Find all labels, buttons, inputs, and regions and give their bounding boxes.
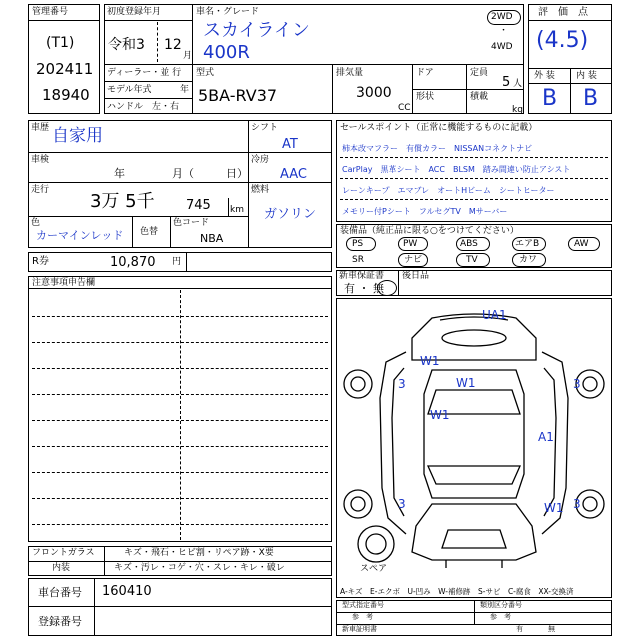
class-label: 類別区分番号: [480, 601, 522, 609]
mark-3-rl: 3: [398, 497, 406, 511]
equip-ps: PS: [352, 239, 364, 249]
disp-value: 3000: [356, 85, 392, 101]
usage-label: 車歴: [31, 123, 50, 133]
mark-3-rr: 3: [573, 497, 581, 511]
equip-tv: TV: [466, 255, 478, 265]
cap-unit: 人: [513, 79, 523, 89]
equip-leather: カワ: [519, 255, 538, 265]
inspect-year: 年: [114, 167, 125, 180]
inspect-label: 車検: [31, 155, 50, 165]
inspect-month: 月（: [172, 167, 194, 180]
mark-w1-b: W1: [456, 376, 476, 390]
fuel-label: 燃料: [251, 185, 270, 195]
damage-legend: A-キズ E-エクボ U-凹み W-補修跡 S-サビ C-腐食 XX-交換済: [340, 587, 574, 596]
reg-label: 初度登録年月: [107, 7, 162, 17]
mgmt-label: 管理番号: [32, 7, 69, 17]
reg-era: 令和3: [108, 37, 145, 53]
mileage-label: 走行: [31, 185, 50, 195]
model-year-label: モデル年式: [107, 85, 152, 95]
ac-value: AAC: [280, 167, 307, 182]
mark-3-fr: 3: [573, 377, 581, 391]
equip-pw: PW: [403, 239, 418, 249]
sales-line-4: メモリー付Pシート フルセグTV Mサーバー: [342, 207, 508, 216]
recycle-unit: 円: [172, 257, 182, 267]
interior-label: 内装: [52, 563, 71, 573]
disp-label: 排気量: [336, 68, 364, 78]
ref-label-2: 参 考: [490, 613, 511, 621]
int-grade: B: [583, 86, 599, 111]
grade: 400R: [203, 42, 250, 63]
type-label: 型式: [196, 68, 215, 78]
dealer-label: ディーラー・並 行: [107, 68, 182, 78]
type-value: 5BA-RV37: [198, 86, 278, 105]
int-label: 内 装: [576, 71, 597, 81]
sales-label: セールスポイント（正常に機能するものに記載）: [340, 123, 538, 133]
equip-navi: ナビ: [404, 255, 423, 265]
mgmt-line-3: 18940: [42, 86, 90, 104]
color-label: 色: [31, 218, 41, 228]
sales-line-3: レーンキープ エマブレ オートHビーム シートヒーター: [342, 186, 555, 195]
sales-line-2: CarPlay 黒革シート ACC BLSM 踏み間違い防止アシスト: [342, 165, 571, 174]
newcar-none: 無: [548, 625, 555, 633]
drive-2wd: 2WD: [491, 12, 513, 22]
car-name: スカイライン: [203, 20, 310, 41]
newcar-label: 新車証明書: [342, 625, 377, 633]
shape-label: 形状: [416, 92, 435, 102]
disp-unit: CC: [398, 103, 411, 113]
mgmt-line-1: (T1): [46, 35, 75, 51]
recycle-label: R券: [32, 256, 49, 267]
warranty-label: 新車保証書: [339, 271, 385, 281]
color-code-label: 色コード: [173, 218, 210, 228]
mileage-unit: km: [230, 205, 244, 215]
model-year-unit: 年: [180, 85, 190, 95]
ext-label: 外 装: [534, 71, 555, 81]
handle-label: ハンドル 左・右: [107, 102, 180, 112]
mileage-small: 745: [186, 198, 211, 213]
equip-label: 装備品（純正品に限る○をつけてください）: [340, 226, 519, 236]
glass-value: キズ・飛石・ヒビ割・リペア跡・X要: [124, 548, 274, 558]
ref-label-1: 参 考: [352, 613, 373, 621]
same-color-label: 色替: [140, 227, 159, 237]
mgmt-line-2: 202411: [36, 60, 94, 78]
mark-w1-d: W1: [544, 501, 564, 515]
shift-value: AT: [282, 137, 298, 152]
reg-no-label: 登録番号: [38, 615, 82, 628]
reg-month: 12: [164, 37, 182, 53]
mark-w1-a: W1: [420, 354, 440, 368]
notes-label: 注意事項申告欄: [32, 278, 96, 288]
after-label: 後日品: [402, 271, 430, 281]
eval-score: (4.5): [536, 28, 589, 53]
equip-airbag: エアB: [515, 239, 540, 249]
glass-label: フロントガラス: [32, 548, 95, 558]
color-value: カーマインレッド: [36, 229, 124, 242]
frame-label: 車台番号: [38, 586, 82, 599]
usage-value: 自家用: [52, 126, 103, 146]
equip-sr: SR: [352, 255, 364, 265]
frame-value: 160410: [102, 584, 152, 599]
drive-dot: ・: [499, 26, 509, 36]
ext-grade: B: [542, 86, 558, 111]
eval-label: 評 価 点: [538, 7, 588, 18]
drive-4wd: 4WD: [491, 42, 513, 52]
recycle-value: 10,870: [110, 255, 156, 270]
newcar-has: 有: [516, 625, 523, 633]
equip-abs: ABS: [460, 239, 478, 249]
mark-w1-c: W1: [430, 408, 450, 422]
mark-3-fl: 3: [398, 377, 406, 391]
spare-label: スペア: [360, 564, 388, 574]
door-label: ドア: [416, 68, 434, 78]
interior-value: キズ・汚レ・コゲ・穴・スレ・キレ・破レ: [114, 563, 285, 573]
reg-month-unit: 月: [183, 51, 193, 61]
name-label: 車名・グレード: [196, 7, 260, 17]
sales-line-1: 柿本改マフラー 有償カラー NISSANコネクトナビ: [342, 144, 533, 153]
load-unit: kg: [512, 105, 523, 115]
car-diagram: [336, 298, 612, 598]
mileage-value: 3万 5千: [90, 191, 155, 212]
load-label: 積載: [470, 92, 489, 102]
ac-label: 冷房: [251, 155, 270, 165]
cap-label: 定員: [470, 68, 489, 78]
inspect-day: 日）: [226, 167, 248, 180]
mark-a1: A1: [538, 430, 554, 444]
warranty-none-circle: [377, 280, 397, 296]
mark-ua1: UA1: [482, 308, 507, 322]
type-cert-label: 型式指定番号: [342, 601, 384, 609]
equip-aw: AW: [574, 239, 589, 249]
warranty-value: 有 ・ 無: [344, 282, 384, 295]
cap-value: 5: [502, 75, 511, 90]
fuel-value: ガソリン: [264, 207, 317, 222]
shift-label: シフト: [251, 123, 279, 133]
color-code: NBA: [200, 232, 224, 245]
